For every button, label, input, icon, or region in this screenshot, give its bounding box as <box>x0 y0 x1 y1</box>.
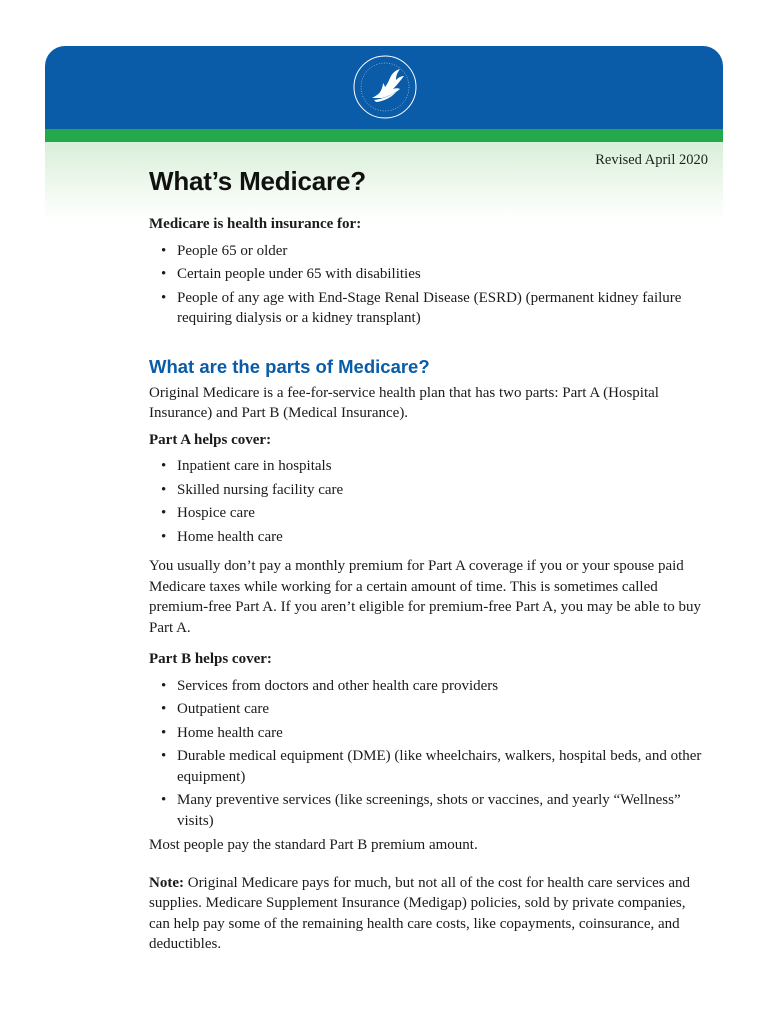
list-item: • Durable medical equipment (DME) (like wheelchairs, walkers, hospital beds, and other equipment) <box>149 746 709 787</box>
list-item: • People 65 or older <box>149 241 709 262</box>
list-item: • Services from doctors and other health care providers <box>149 676 709 697</box>
hhs-eagle-seal-icon <box>352 54 418 120</box>
list-item: • Certain people under 65 with disabilities <box>149 264 709 285</box>
main-content <box>149 214 709 955</box>
note-text: Original Medicare pays for much, but not all of the cost for health care services and supplies. Medicare Supplement Insurance (Medigap) policies, sold by private companies, can help pay some of the remaining health care costs, like copayments, coinsurance, and deductibles. <box>149 874 691 952</box>
part-b-heading: Part B helps cover: <box>149 651 272 667</box>
list-item: • Outpatient care <box>149 699 709 720</box>
intro-list <box>149 241 709 329</box>
header-green-stripe <box>45 129 723 142</box>
part-a-premium-note: You usually don’t pay a monthly premium for Part A coverage if you or your spouse paid Medicare taxes while working for a certain amount of time. This is sometimes called premium-free Part A. If you aren’t eligible for premium-free Part A, you may be able to buy Part A. <box>149 558 702 636</box>
list-item: • Skilled nursing facility care <box>149 480 709 501</box>
list-item: • Inpatient care in hospitals <box>149 456 709 477</box>
part-b-premium-note: Most people pay the standard Part B premium amount. <box>149 837 478 853</box>
list-item: • Many preventive services (like screenings, shots or vaccines, and yearly “Wellness” visits) <box>149 790 709 831</box>
section-heading-parts: What are the parts of Medicare? <box>149 355 430 377</box>
note-label: Note: <box>149 874 184 891</box>
list-item: • People of any age with End-Stage Renal Disease (ESRD) (permanent kidney failure requiring dialysis or a kidney transplant) <box>149 288 709 329</box>
note-paragraph <box>149 873 709 955</box>
part-a-heading: Part A helps cover: <box>149 431 272 448</box>
revised-date: Revised April 2020 <box>595 152 708 168</box>
page-title: What’s Medicare? <box>149 166 366 196</box>
intro-lead: Medicare is health insurance for: <box>149 216 362 232</box>
part-b-list <box>149 676 709 832</box>
list-item: • Home health care <box>149 723 709 744</box>
part-a-list <box>149 456 709 547</box>
parts-description: Original Medicare is a fee-for-service health plan that has two parts: Part A (Hospital Insurance) and Part B (Medical Insurance). <box>149 384 659 421</box>
list-item: • Home health care <box>149 527 709 548</box>
list-item: • Hospice care <box>149 503 709 524</box>
